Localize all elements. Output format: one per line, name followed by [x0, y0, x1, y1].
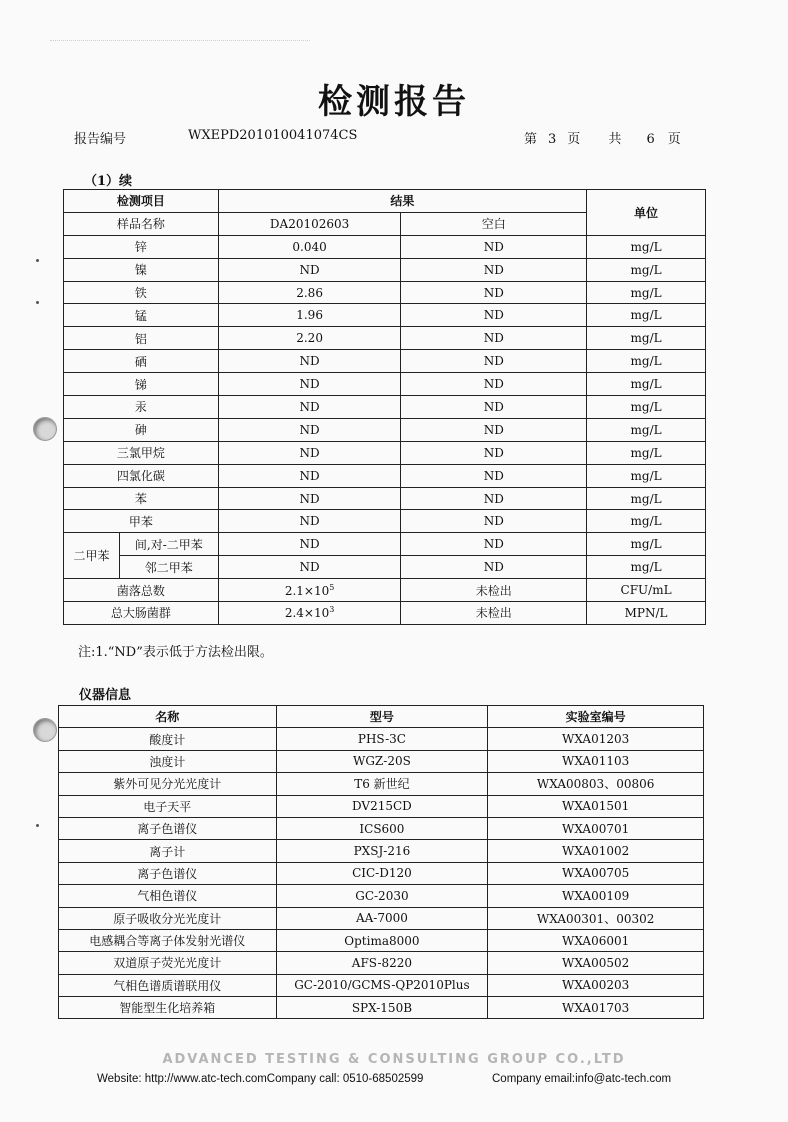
blank-value-cell: ND	[401, 533, 587, 556]
instrument-name-cell: 酸度计	[59, 728, 277, 750]
blank-value-cell: ND	[401, 556, 587, 579]
instrument-name-cell: 双道原子荧光光度计	[59, 952, 277, 974]
blank-value-cell: ND	[401, 464, 587, 487]
item-cell: 四氯化碳	[64, 464, 219, 487]
sample-value-cell	[218, 602, 401, 625]
punch-hole	[33, 718, 57, 742]
table-row	[59, 840, 704, 862]
blank-value-cell: ND	[401, 327, 587, 350]
table-row	[64, 464, 706, 487]
item-cell: 铝	[64, 327, 219, 350]
table-row	[59, 773, 704, 795]
instrument-model-cell: PHS-3C	[276, 728, 488, 750]
table-row	[64, 602, 706, 625]
table-row	[64, 441, 706, 464]
page-total: 6	[646, 132, 655, 147]
instrument-model-cell: WGZ-20S	[276, 750, 488, 772]
name-header: 名称	[59, 706, 277, 728]
table-row	[59, 750, 704, 772]
item-cell: 苯	[64, 487, 219, 510]
instrument-name-cell: 电子天平	[59, 795, 277, 817]
report-no-label: 报告编号	[74, 132, 127, 147]
page-current: 3	[548, 132, 557, 147]
instrument-model-cell: SPX-150B	[276, 997, 488, 1019]
instrument-lab-no-cell: WXA00109	[488, 885, 704, 907]
unit-cell: mg/L	[587, 441, 706, 464]
instrument-lab-no-cell: WXA01501	[488, 795, 704, 817]
table-row	[59, 974, 704, 996]
instrument-model-cell: GC-2030	[276, 885, 488, 907]
instrument-lab-no-cell: WXA00701	[488, 817, 704, 839]
scan-dot	[36, 259, 39, 262]
item-cell: 三氯甲烷	[64, 441, 219, 464]
sample-value-cell: ND	[218, 350, 401, 373]
lab-no-header: 实验室编号	[488, 706, 704, 728]
unit-cell: MPN/L	[587, 602, 706, 625]
results-table	[63, 189, 706, 625]
sample-value-cell: ND	[218, 373, 401, 396]
unit-cell: mg/L	[587, 487, 706, 510]
blank-value-cell: ND	[401, 396, 587, 419]
results-header-row	[64, 190, 706, 213]
instrument-model-cell: AFS-8220	[276, 952, 488, 974]
item-cell: 甲苯	[64, 510, 219, 533]
instrument-model-cell: T6 新世纪	[276, 773, 488, 795]
table-row	[59, 952, 704, 974]
instruments-table	[58, 705, 704, 1019]
table-row	[64, 487, 706, 510]
instrument-name-cell: 电感耦合等离子体发射光谱仪	[59, 929, 277, 951]
instrument-model-cell: PXSJ-216	[276, 840, 488, 862]
instrument-name-cell: 离子计	[59, 840, 277, 862]
item-cell: 间,对-二甲苯	[119, 533, 218, 556]
instrument-name-cell: 离子色谱仪	[59, 862, 277, 884]
instrument-name-cell: 智能型生化培养箱	[59, 997, 277, 1019]
table-row	[59, 885, 704, 907]
unit-cell: mg/L	[587, 281, 706, 304]
company-watermark: ADVANCED TESTING & CONSULTING GROUP CO.,LTD	[162, 1052, 626, 1067]
table-row	[59, 929, 704, 951]
unit-cell: mg/L	[587, 510, 706, 533]
item-cell: 铁	[64, 281, 219, 304]
item-cell: 锰	[64, 304, 219, 327]
footer-website: Website: http://www.atc-tech.comCompany call: 0510-68502599	[97, 1073, 424, 1085]
blank-value-cell: ND	[401, 510, 587, 533]
unit-header: 单位	[587, 190, 706, 236]
page-ye: 页	[667, 132, 681, 147]
blank-value-cell: ND	[401, 418, 587, 441]
instrument-lab-no-cell: WXA00502	[488, 952, 704, 974]
table-row	[59, 728, 704, 750]
table-row	[59, 795, 704, 817]
instrument-lab-no-cell: WXA06001	[488, 929, 704, 951]
table-note: 注:1.“ND”表示低于方法检出限。	[78, 645, 273, 660]
unit-cell: mg/L	[587, 258, 706, 281]
sample-id: DA20102603	[218, 212, 401, 235]
table-row	[64, 327, 706, 350]
table-row	[59, 862, 704, 884]
section1-title: （1）续	[84, 174, 133, 189]
punch-hole	[33, 417, 57, 441]
table-row	[64, 235, 706, 258]
report-no: WXEPD201010041074CS	[188, 128, 358, 143]
blank-value-cell: ND	[401, 350, 587, 373]
blank-value-cell: 未检出	[401, 602, 587, 625]
page-di: 第	[524, 132, 538, 147]
instrument-model-cell: DV215CD	[276, 795, 488, 817]
blank-value-cell: ND	[401, 281, 587, 304]
unit-cell: mg/L	[587, 464, 706, 487]
sample-value-cell: 2.86	[218, 281, 401, 304]
item-cell: 硒	[64, 350, 219, 373]
item-cell: 锑	[64, 373, 219, 396]
table-row	[64, 350, 706, 373]
instrument-lab-no-cell: WXA00203	[488, 974, 704, 996]
table-row	[64, 533, 706, 556]
instrument-lab-no-cell: WXA01703	[488, 997, 704, 1019]
sample-value-cell: 1.96	[218, 304, 401, 327]
unit-cell: mg/L	[587, 350, 706, 373]
instrument-model-cell: CIC-D120	[276, 862, 488, 884]
sample-value-cell: 0.040	[218, 235, 401, 258]
table-row	[64, 418, 706, 441]
instrument-lab-no-cell: WXA01103	[488, 750, 704, 772]
sample-value-cell: 2.20	[218, 327, 401, 350]
item-cell: 邻二甲苯	[119, 556, 218, 579]
instrument-model-cell: GC-2010/GCMS-QP2010Plus	[276, 974, 488, 996]
item-cell: 菌落总数	[64, 579, 219, 602]
table-row	[59, 907, 704, 929]
item-cell: 锌	[64, 235, 219, 258]
unit-cell: mg/L	[587, 418, 706, 441]
item-cell: 镍	[64, 258, 219, 281]
sample-value-cell: ND	[218, 556, 401, 579]
sample-value-cell: ND	[218, 258, 401, 281]
header-scan-noise	[50, 40, 310, 49]
instrument-model-cell: Optima8000	[276, 929, 488, 951]
blank-value-cell: 未检出	[401, 579, 587, 602]
instrument-lab-no-cell: WXA00301、00302	[488, 907, 704, 929]
sample-value-cell: ND	[218, 464, 401, 487]
sample-value-cell: ND	[218, 396, 401, 419]
page-ye-gong: 页 共	[567, 132, 634, 147]
unit-cell: CFU/mL	[587, 579, 706, 602]
item-header: 检测项目	[64, 190, 219, 213]
item-cell: 汞	[64, 396, 219, 419]
instruments-header-row	[59, 706, 704, 728]
table-row	[64, 304, 706, 327]
scan-dot	[36, 824, 39, 827]
model-header: 型号	[276, 706, 488, 728]
instrument-lab-no-cell: WXA01203	[488, 728, 704, 750]
xylene-group-cell: 二甲苯	[64, 533, 120, 579]
table-row	[64, 373, 706, 396]
result-header: 结果	[218, 190, 586, 213]
unit-cell: mg/L	[587, 533, 706, 556]
instrument-lab-no-cell: WXA00803、00806	[488, 773, 704, 795]
table-row	[64, 396, 706, 419]
sample-name-label: 样品名称	[64, 212, 219, 235]
blank-value-cell: ND	[401, 258, 587, 281]
instrument-name-cell: 浊度计	[59, 750, 277, 772]
unit-cell: mg/L	[587, 373, 706, 396]
sample-value-cell: ND	[218, 533, 401, 556]
table-row	[64, 556, 706, 579]
unit-cell: mg/L	[587, 235, 706, 258]
table-row	[64, 281, 706, 304]
sample-value-cell: ND	[218, 418, 401, 441]
unit-cell: mg/L	[587, 556, 706, 579]
sample-value-exponent: 5	[329, 582, 335, 592]
blank-value-cell: ND	[401, 373, 587, 396]
sample-value-base: 2.4×10	[284, 606, 330, 621]
report-title: 检测报告	[318, 82, 470, 122]
instrument-name-cell: 原子吸收分光光度计	[59, 907, 277, 929]
unit-cell: mg/L	[587, 327, 706, 350]
instrument-name-cell: 紫外可见分光光度计	[59, 773, 277, 795]
blank-label: 空白	[401, 212, 587, 235]
sample-value-exponent: 3	[329, 605, 335, 615]
instrument-lab-no-cell: WXA00705	[488, 862, 704, 884]
table-row	[59, 997, 704, 1019]
instrument-model-cell: ICS600	[276, 817, 488, 839]
table-row	[64, 579, 706, 602]
instrument-name-cell: 气相色谱质谱联用仪	[59, 974, 277, 996]
sample-value-base: 2.1×10	[284, 583, 330, 598]
footer-email: Company email:info@atc-tech.com	[492, 1073, 672, 1085]
sample-value-cell: ND	[218, 487, 401, 510]
sample-value-cell: ND	[218, 441, 401, 464]
instrument-name-cell: 离子色谱仪	[59, 817, 277, 839]
blank-value-cell: ND	[401, 487, 587, 510]
item-cell: 砷	[64, 418, 219, 441]
table-row	[59, 817, 704, 839]
table-row	[64, 258, 706, 281]
blank-value-cell: ND	[401, 304, 587, 327]
blank-value-cell: ND	[401, 441, 587, 464]
sample-value-cell: ND	[218, 510, 401, 533]
blank-value-cell: ND	[401, 235, 587, 258]
page-info	[524, 128, 681, 147]
instrument-model-cell: AA-7000	[276, 907, 488, 929]
unit-cell: mg/L	[587, 304, 706, 327]
instrument-lab-no-cell: WXA01002	[488, 840, 704, 862]
unit-cell: mg/L	[587, 396, 706, 419]
scan-dot	[36, 301, 39, 304]
item-cell: 总大肠菌群	[64, 602, 219, 625]
table-row	[64, 510, 706, 533]
instrument-name-cell: 气相色谱仪	[59, 885, 277, 907]
sample-value-cell	[218, 579, 401, 602]
section2-title: 仪器信息	[79, 688, 132, 703]
